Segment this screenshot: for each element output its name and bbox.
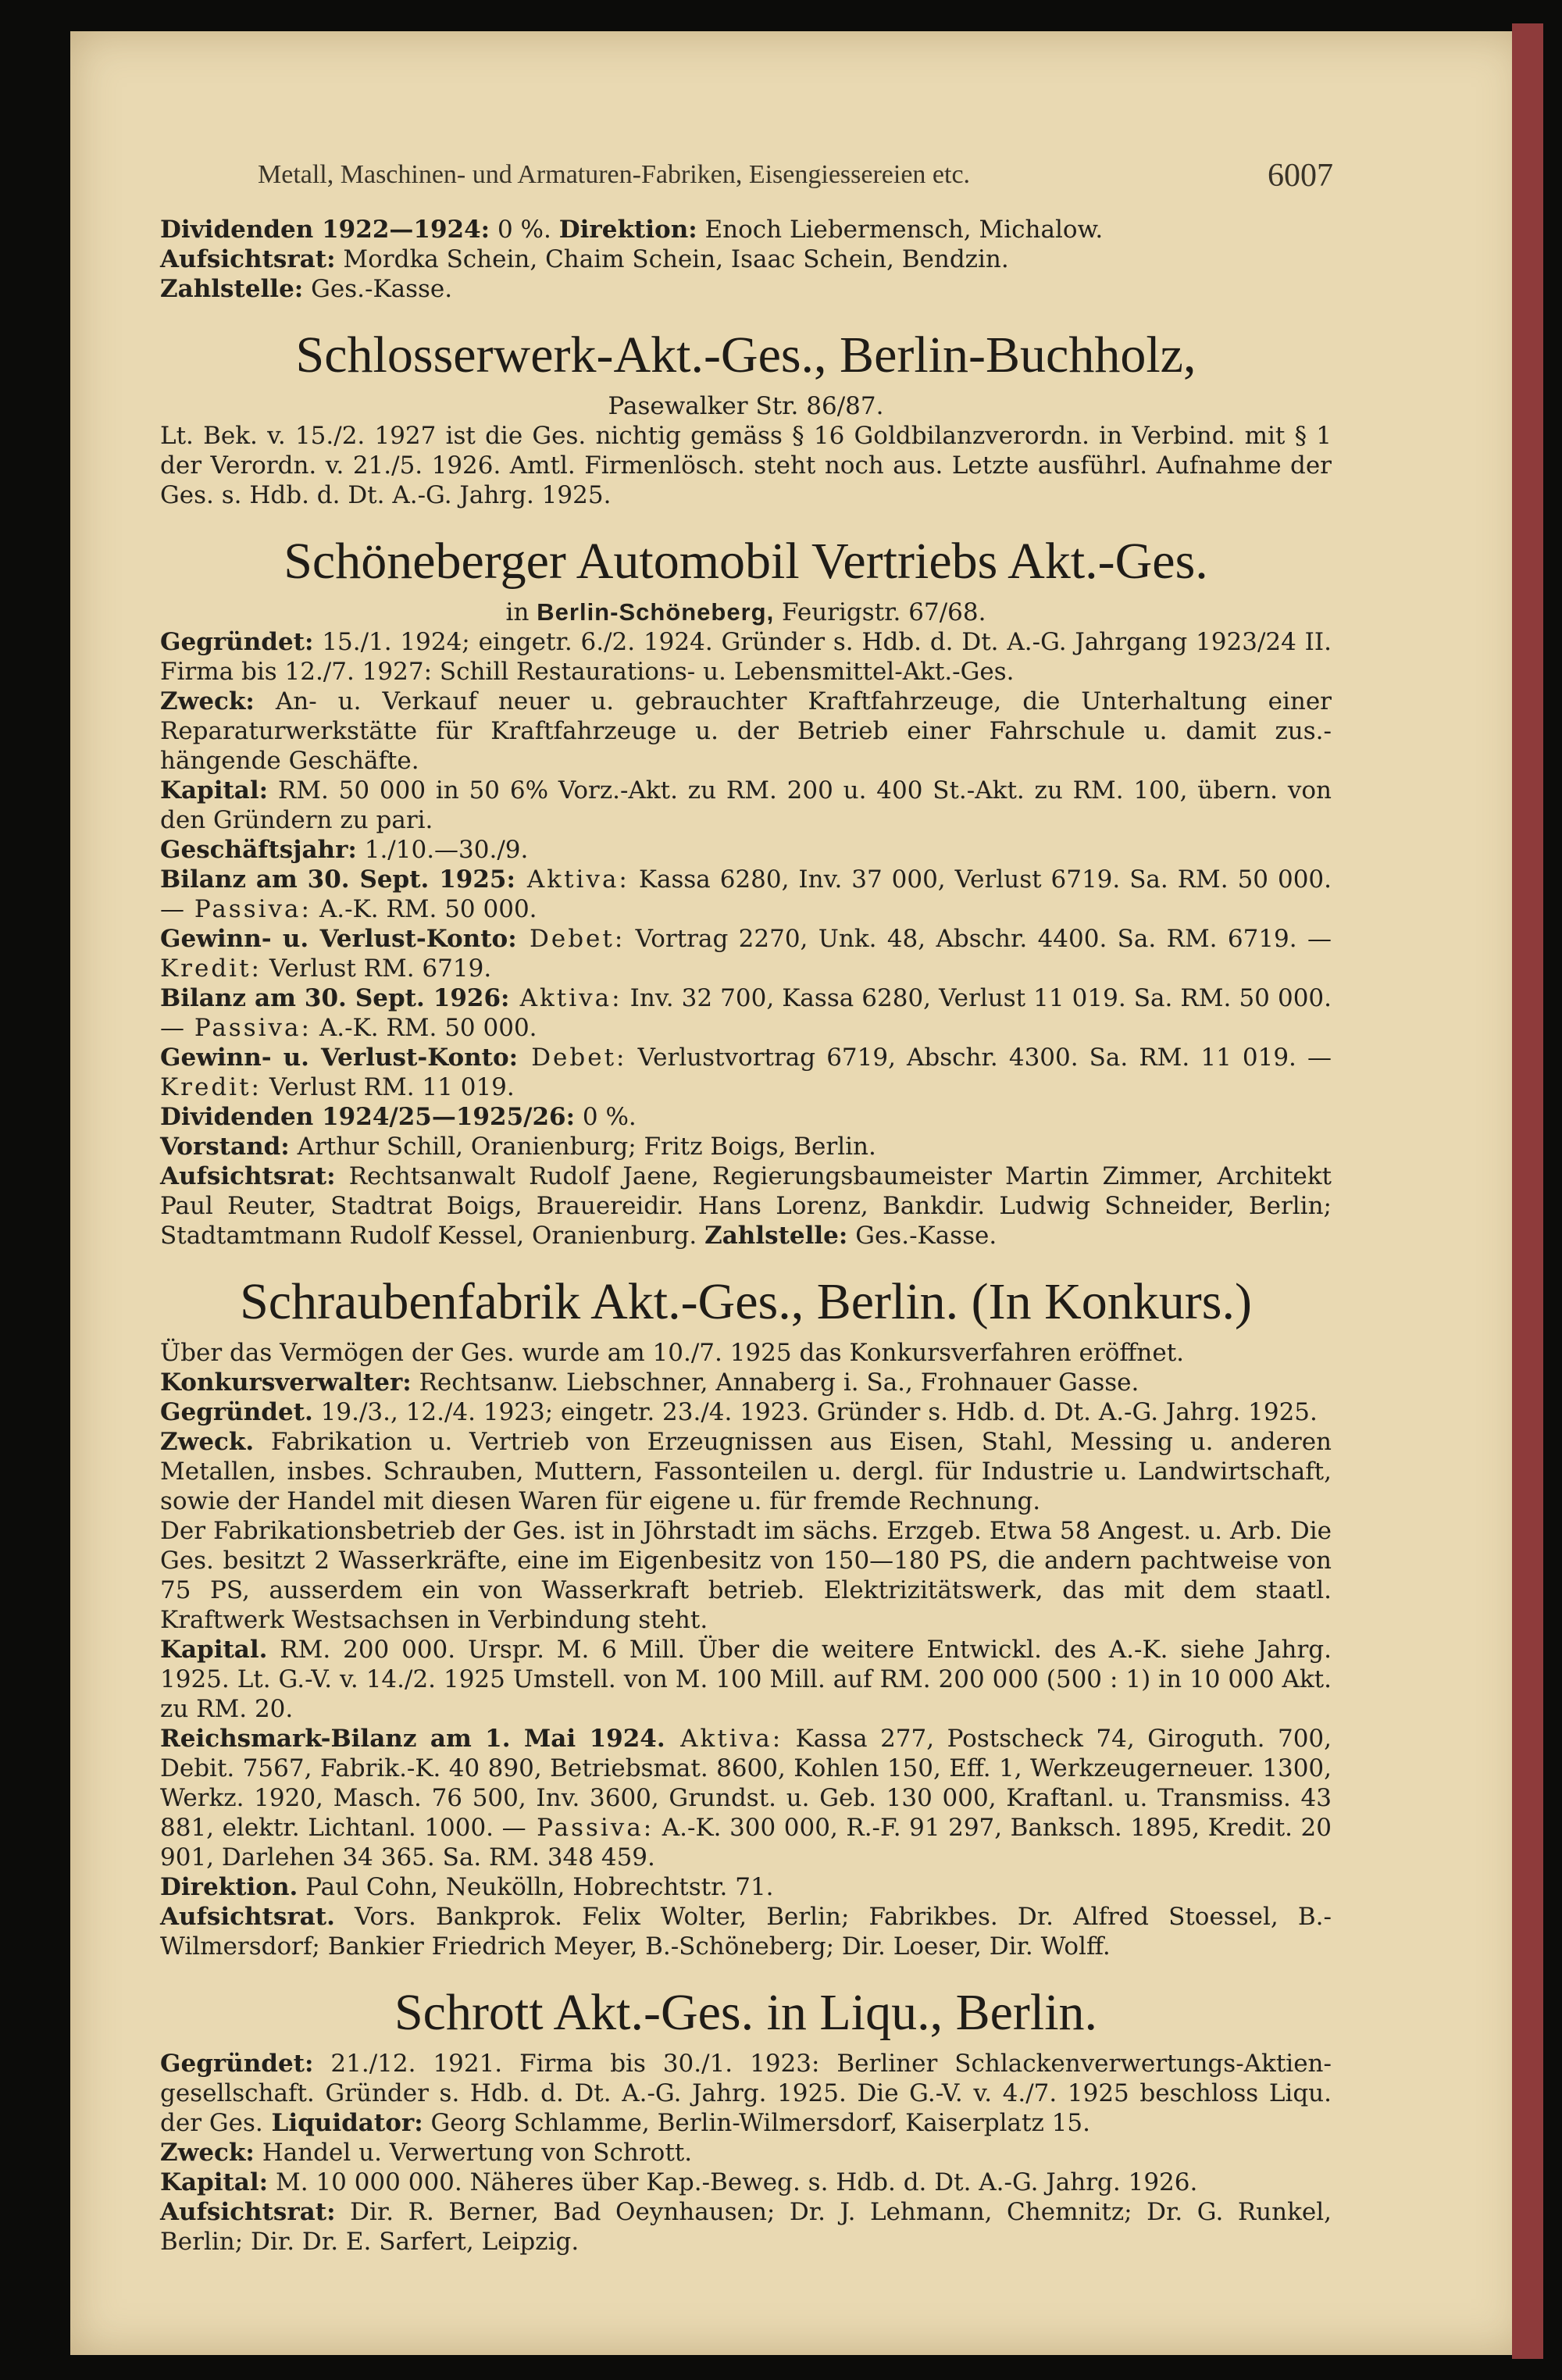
- label-zweck: Zweck.: [160, 1428, 255, 1456]
- entry-title: Schlosserwerk-Akt.-Ges., Berlin-Buchholz,: [295, 326, 1196, 384]
- text-fabrikationsbetrieb: Der Fabrikationsbetrieb der Ges. ist in Jöhrstadt im sächs. Erzgeb. Etwa 58 Angest. u. Arb. Die Ges. besitzt 2 Wasserkräfte, eine im Eigenbesitz von 150—180 PS, die andern pachtweise von 75 PS, ausserdem ein von Wasserkraft betrieb. Elektrizitätswerk, das mit dem staatl. Kraftwerk Westsachsen in Verbindung steht.: [160, 1517, 1332, 1634]
- label-gegruendet: Gegründet.: [160, 1398, 313, 1426]
- label-aktiva: Aktiva:: [515, 865, 629, 894]
- label-kapital: Kapital:: [160, 2168, 269, 2196]
- label-zahlstelle: Zahlstelle:: [704, 1222, 848, 1250]
- label-aufsichtsrat: Aufsichtsrat:: [160, 2198, 336, 2226]
- label-debet: Debet:: [516, 925, 626, 953]
- book-spine: [1512, 23, 1543, 2359]
- text-zahlstelle: Ges.-Kasse.: [303, 275, 453, 303]
- text-zweck: Handel u. Verwertung von Schrott.: [254, 2139, 693, 2167]
- text-aktiva: Kassa 277, Postscheck 74, Giroguth. 700, Debit. 7567, Fabrik.-K. 40 890, Betriebsmat. 8600, Kohlen 150, Eff. 1, Werkzeugerneuer. 1300, Werkz. 1920, Masch. 76 500, Inv. 3600, Grundst. u. Geb. 130 000, Kraftanl. u. Transmiss. 43 881, elektr. Lichtanl. 1000. —: [160, 1725, 1332, 1842]
- text-kapital: RM. 200 000. Urspr. M. 6 Mill. Über die weitere Entwickl. des A.-K. siehe Jahrg. 1925. Lt. G.-V. v. 14./2. 1925 Umstell. von M. 100 Mill. auf RM. 200 000 (500 : 1) in 10 000 Akt. zu RM. 20.: [160, 1636, 1332, 1723]
- label-direktion: Direktion:: [558, 216, 697, 244]
- text-gegruendet: 21./12. 1921. Firma bis 30./1. 1923: Berliner Schlackenverwertungs-Aktien-gesellschaft. Gründer s. Hdb. d. Dt. A.-G. Jahrg. 1925. Die G.-V. v. 4./7. 1925 beschloss Liqu. der Ges.: [160, 2050, 1332, 2137]
- label-bilanz: Reichsmark-Bilanz am 1. Mai 1924.: [160, 1725, 665, 1753]
- label-bilanz-1926: Bilanz am 30. Sept. 1926:: [160, 984, 510, 1012]
- text-debet: Vortrag 2270, Unk. 48, Abschr. 4400. Sa. RM. 6719. —: [625, 925, 1332, 953]
- running-head: [160, 152, 1332, 199]
- text-aufsichtsrat: Mordka Schein, Chaim Schein, Isaac Schein, Bendzin.: [335, 245, 1009, 273]
- label-bilanz-1925: Bilanz am 30. Sept. 1925:: [160, 865, 515, 894]
- text-debet: Verlustvortrag 6719, Abschr. 4300. Sa. RM. 11 019. —: [626, 1044, 1332, 1072]
- label-vorstand: Vorstand:: [160, 1133, 290, 1161]
- entry-title: Schraubenfabrik Akt.-Ges., Berlin. (In Konkurs.): [240, 1273, 1252, 1330]
- label-aktiva: Aktiva:: [665, 1725, 783, 1753]
- entry-title: Schöneberger Automobil Vertriebs Akt.-Ges.: [284, 533, 1208, 590]
- label-geschaeftsjahr: Geschäftsjahr:: [160, 836, 357, 864]
- text-dividenden: 0 %.: [575, 1103, 637, 1131]
- label-liquidator: Liquidator:: [262, 2109, 423, 2137]
- label-zweck: Zweck:: [160, 687, 255, 715]
- address-city: Berlin-Schöneberg,: [537, 598, 775, 626]
- label-kapital: Kapital:: [160, 776, 269, 805]
- page-content: [160, 152, 1332, 2261]
- text-kredit: Verlust RM. 6719.: [261, 954, 492, 983]
- text-gegruendet: 15./1. 1924; eingetr. 6./2. 1924. Gründer s. Hdb. d. Dt. A.-G. Jahrgang 1923/24 II. Firma bis 12./7. 1927: Schill Restaurations- u. Lebensmittel-Akt.-Ges.: [160, 628, 1332, 686]
- text-kredit: Verlust RM. 11 019.: [261, 1073, 515, 1101]
- entry-schoeneberger-automobil: [160, 532, 1332, 1251]
- label-kredit: Kredit:: [160, 954, 262, 983]
- entry-address: Pasewalker Str. 86/87.: [608, 392, 884, 420]
- text-kapital: M. 10 000 000. Näheres über Kap.-Beweg. s. Hdb. d. Dt. A.-G. Jahrg. 1926.: [268, 2168, 1198, 2196]
- entry-body: Lt. Bek. v. 15./2. 1927 ist die Ges. nichtig gemäss § 16 Goldbilanzverordn. in Verbind. mit § 1 der Verordn. v. 21./5. 1926. Amtl. Firmenlösch. steht noch aus. Letzte ausführl. Aufnahme der Ges. s. Hdb. d. Dt. A.-G. Jahrg. 1925.: [160, 422, 1332, 509]
- text-zweck: Fabrikation u. Vertrieb von Erzeugnissen aus Eisen, Stahl, Messing u. anderen Metallen, insbes. Schrauben, Muttern, Fassonteilen u. dergl. für Industrie u. Landwirtschaft, sowie der Handel mit diesen Waren für eigene u. für fremde Rechnung.: [160, 1428, 1332, 1515]
- address-street: Feurigstr. 67/68.: [774, 598, 986, 626]
- text-konkursverwalter: Rechtsanw. Liebschner, Annaberg i. Sa., Frohnauer Gasse.: [411, 1368, 1139, 1397]
- text-dividenden: 0 %.: [490, 216, 559, 244]
- label-direktion: Direktion.: [160, 1873, 298, 1901]
- label-aufsichtsrat: Aufsichtsrat:: [160, 245, 336, 273]
- running-head-title: Metall, Maschinen- und Armaturen-Fabriken, Eisengiessereien etc.: [258, 160, 971, 189]
- entry-schrott: [160, 1983, 1332, 2257]
- label-kapital: Kapital.: [160, 1636, 268, 1664]
- text-zweck: An- u. Verkauf neuer u. gebrauchter Kraftfahrzeuge, die Unterhaltung einer Reparaturwerkstätte für Kraftfahrzeuge u. der Betrieb einer Fahrschule u. damit zus.-hängende Geschäfte.: [160, 687, 1332, 775]
- label-guv-1925: Gewinn- u. Verlust-Konto:: [160, 925, 517, 953]
- label-debet: Debet:: [518, 1044, 627, 1072]
- label-gegruendet: Gegründet:: [160, 628, 314, 656]
- text-gegruendet: 19./3., 12./4. 1923; eingetr. 23./4. 1923. Gründer s. Hdb. d. Dt. A.-G. Jahrg. 1925.: [312, 1398, 1318, 1426]
- text-zahlstelle: Ges.-Kasse.: [847, 1222, 997, 1250]
- text-vorstand: Arthur Schill, Oranienburg; Fritz Boigs, Berlin.: [289, 1133, 876, 1161]
- page-number: 6007: [1268, 158, 1333, 194]
- label-passiva: Passiva:: [184, 1014, 312, 1042]
- text-liquidator: Georg Schlamme, Berlin-Wilmersdorf, Kaiserplatz 15.: [423, 2109, 1090, 2137]
- label-aufsichtsrat: Aufsichtsrat.: [160, 1903, 335, 1931]
- entry-address: [160, 598, 1332, 627]
- entry-schlosserwerk: [160, 326, 1332, 510]
- text-aufsichtsrat: Vors. Bankprok. Felix Wolter, Berlin; Fabrikbes. Dr. Alfred Stoessel, B.-Wilmersdorf; Bankier Friedrich Meyer, B.-Schöneberg; Dir. Loeser, Dir. Wolff.: [160, 1903, 1332, 1961]
- label-zahlstelle: Zahlstelle:: [160, 275, 304, 303]
- label-passiva: Passiva:: [184, 895, 312, 923]
- text-aufsichtsrat: Dir. R. Berner, Bad Oeynhausen; Dr. J. Lehmann, Chemnitz; Dr. G. Runkel, Berlin; Dir. Dr. E. Sarfert, Leipzig.: [160, 2198, 1332, 2256]
- label-guv-1926: Gewinn- u. Verlust-Konto:: [160, 1044, 519, 1072]
- text-passiva: A.-K. RM. 50 000.: [311, 1014, 537, 1042]
- address-prefix: in: [505, 598, 537, 626]
- text-aktiva: Inv. 32 700, Kassa 6280, Verlust 11 019. Sa. RM. 50 000. —: [160, 984, 1332, 1042]
- label-aufsichtsrat: Aufsichtsrat:: [160, 1162, 336, 1190]
- label-aktiva: Aktiva:: [509, 984, 622, 1012]
- label-kredit: Kredit:: [160, 1073, 262, 1101]
- text-konkurs: Über das Vermögen der Ges. wurde am 10./7. 1925 das Konkursverfahren eröffnet.: [160, 1339, 1185, 1367]
- text-aktiva: Kassa 6280, Inv. 37 000, Verlust 6719. Sa. RM. 50 000. —: [160, 865, 1332, 923]
- label-passiva: Passiva:: [526, 1814, 654, 1842]
- text-passiva: A.-K. RM. 50 000.: [311, 895, 537, 923]
- label-dividenden: Dividenden 1922—1924:: [160, 216, 490, 244]
- label-dividenden: Dividenden 1924/25—1925/26:: [160, 1103, 576, 1131]
- entry-title: Schrott Akt.-Ges. in Liqu., Berlin.: [394, 1984, 1098, 2041]
- label-konkursverwalter: Konkursverwalter:: [160, 1368, 412, 1397]
- label-gegruendet: Gegründet:: [160, 2050, 314, 2078]
- text-aufsichtsrat: Rechtsanwalt Rudolf Jaene, Regierungsbaumeister Martin Zimmer, Architekt Paul Reuter, Stadtrat Boigs, Brauereidir. Hans Lorenz, Bankdir. Ludwig Schneider, Berlin; Stadtamtmann Rudolf Kessel, Oranienburg.: [160, 1162, 1332, 1250]
- text-direktion: Paul Cohn, Neukölln, Hobrechtstr. 71.: [298, 1873, 774, 1901]
- text-geschaeftsjahr: 1./10.—30./9.: [356, 836, 529, 864]
- text-passiva: A.-K. 300 000, R.-F. 91 297, Banksch. 1895, Kredit. 20 901, Darlehen 34 365. Sa. RM. 348 459.: [160, 1814, 1332, 1872]
- entry-previous-end: [160, 215, 1332, 304]
- text-direktion: Enoch Liebermensch, Michalow.: [697, 216, 1104, 244]
- text-kapital: RM. 50 000 in 50 6% Vorz.-Akt. zu RM. 200 u. 400 St.-Akt. zu RM. 100, übern. von den Gründern zu pari.: [160, 776, 1332, 834]
- label-zweck: Zweck:: [160, 2139, 255, 2167]
- entry-schraubenfabrik: [160, 1272, 1332, 1961]
